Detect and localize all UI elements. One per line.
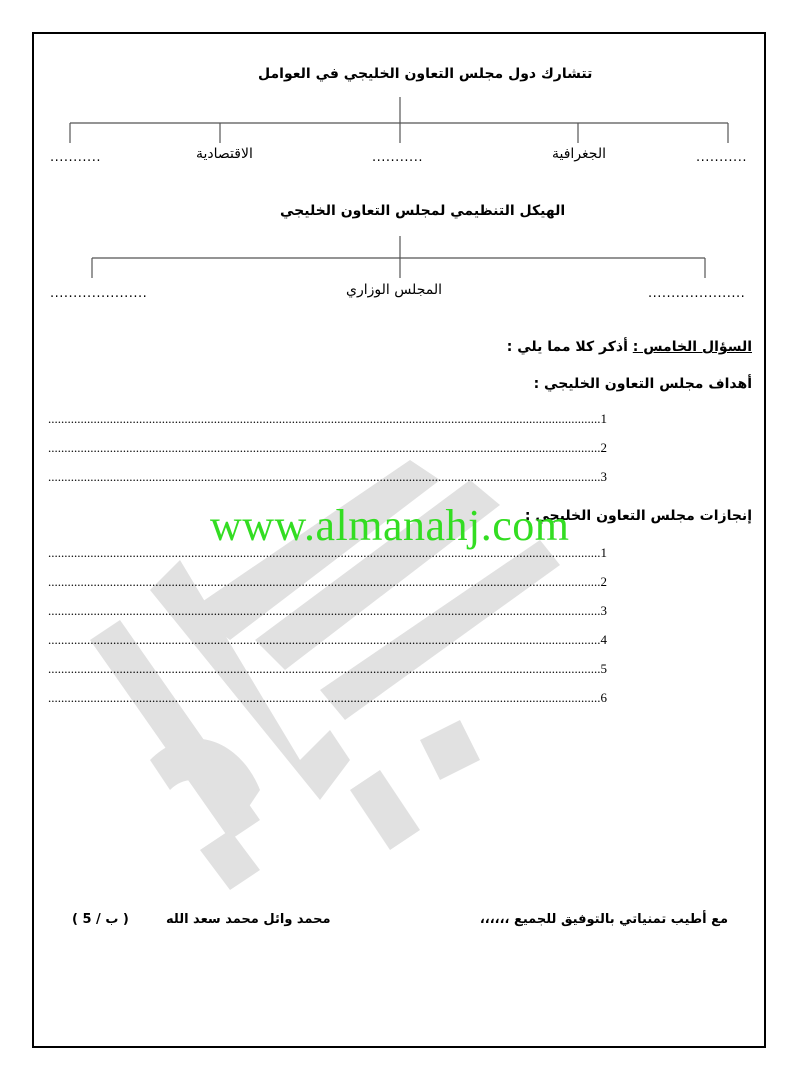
achievement-line-1: ..........................................................................................................................................................................1 (48, 545, 607, 560)
tree1-blank-left: ........... (50, 150, 101, 165)
achievement-line-6: ..........................................................................................................................................................................6 (48, 690, 607, 705)
question5-title (507, 339, 752, 355)
tree1-label-geographic: الجغرافية (552, 146, 606, 162)
tree2-blank-left: ..................... (50, 286, 148, 301)
footer-page-ref: ( 5 / ب ) (72, 912, 129, 927)
goals-heading: أهداف مجلس التعاون الخليجي : (533, 376, 752, 392)
watermark-text: www.almanahj.com (210, 501, 570, 550)
tree1-title: تتشارك دول مجلس التعاون الخليجي في العوامل (258, 66, 593, 82)
tree2-blank-right: ..................... (648, 286, 746, 301)
tree1-label-economic: الاقتصادية (196, 146, 253, 162)
question5-title-rest: أذكر كلا مما يلي : (506, 339, 633, 355)
tree1-blank-center: ........... (372, 150, 423, 165)
achievement-line-3: ..........................................................................................................................................................................3 (48, 603, 607, 618)
footer-wish: مع أطيب تمنياتي بالتوفيق للجميع ،،،،،، (479, 912, 728, 927)
achievement-line-2: ..........................................................................................................................................................................2 (48, 574, 607, 589)
goal-line-3: ..........................................................................................................................................................................3 (48, 469, 607, 484)
tree2-center-label: المجلس الوزاري (346, 282, 442, 298)
goal-line-1: ..........................................................................................................................................................................1 (48, 411, 607, 426)
goal-line-2: ..........................................................................................................................................................................2 (48, 440, 607, 455)
tree1-blank-right: ........... (696, 150, 747, 165)
question5-title-underlined: السؤال الخامس : (632, 339, 752, 355)
tree2-title: الهيكل التنظيمي لمجلس التعاون الخليجي (280, 203, 566, 219)
achievement-line-5: ..........................................................................................................................................................................5 (48, 661, 607, 676)
footer-author: محمد وائل محمد سعد الله (166, 912, 331, 927)
achievements-heading: إنجازات مجلس التعاون الخليجي : (524, 508, 752, 524)
achievement-line-4: ..........................................................................................................................................................................4 (48, 632, 607, 647)
